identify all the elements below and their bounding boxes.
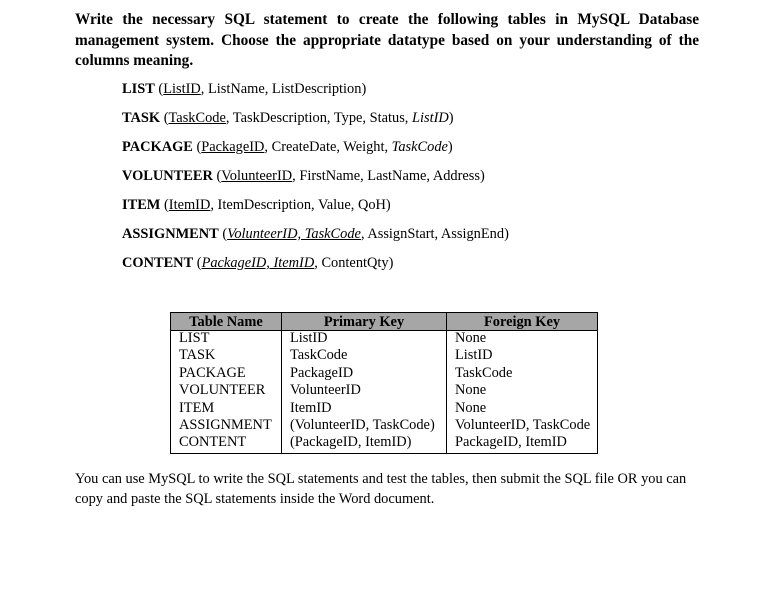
cell-foreign-key: None (447, 401, 598, 418)
keys-table (170, 312, 598, 454)
primary-foreign-key: VolunteerID, TaskCode (227, 226, 361, 242)
header-primary-key: Primary Key (282, 313, 447, 331)
table-name: TASK (122, 110, 161, 126)
cell-table-name: TASK (171, 348, 282, 365)
cell-primary-key: (VolunteerID, TaskCode) (282, 418, 447, 435)
primary-key: TaskCode (168, 110, 226, 126)
schema-volunteer-table: VOLUNTEER (VolunteerID, FirstName, LastName, Address) (122, 168, 485, 184)
cell-primary-key: ItemID (282, 401, 447, 418)
table-row (171, 383, 598, 400)
table-name: ASSIGNMENT (122, 226, 219, 242)
primary-key: PackageID (201, 139, 265, 155)
cell-foreign-key: None (447, 383, 598, 400)
primary-foreign-key: PackageID, ItemID (201, 255, 315, 271)
cell-foreign-key: TaskCode (447, 366, 598, 383)
cell-primary-key: (PackageID, ItemID) (282, 435, 447, 453)
header-foreign-key: Foreign Key (447, 313, 598, 331)
cell-primary-key: TaskCode (282, 348, 447, 365)
foreign-key: TaskCode (391, 139, 448, 155)
table-row (171, 418, 598, 435)
schema-content-table: CONTENT (PackageID, ItemID, ContentQty) (122, 255, 394, 271)
cell-foreign-key: ListID (447, 348, 598, 365)
cell-table-name: ITEM (171, 401, 282, 418)
table-name: VOLUNTEER (122, 168, 213, 184)
cell-foreign-key: VolunteerID, TaskCode (447, 418, 598, 435)
cell-table-name: PACKAGE (171, 366, 282, 383)
cell-table-name: VOLUNTEER (171, 383, 282, 400)
table-name: ITEM (122, 197, 161, 213)
header-table-name: Table Name (171, 313, 282, 331)
foreign-key: ListID (412, 110, 449, 126)
keys-table-header (171, 313, 598, 331)
cell-foreign-key: None (447, 331, 598, 349)
cell-table-name: CONTENT (171, 435, 282, 453)
schema-package-table: PACKAGE (PackageID, CreateDate, Weight, TaskCode) (122, 139, 453, 155)
table-row (171, 331, 598, 349)
schema-task-table: TASK (TaskCode, TaskDescription, Type, Status, ListID) (122, 110, 454, 126)
cell-primary-key: VolunteerID (282, 383, 447, 400)
table-name: PACKAGE (122, 139, 193, 155)
table-row (171, 435, 598, 453)
footer-paragraph: You can use MySQL to write the SQL statements and test the tables, then submit the SQL file OR you can copy and paste the SQL statements inside the Word document. (75, 471, 687, 507)
table-row (171, 401, 598, 418)
table-row (171, 348, 598, 365)
table-name: CONTENT (122, 255, 194, 271)
primary-key: ItemID (168, 197, 211, 213)
cell-primary-key: PackageID (282, 366, 447, 383)
cell-primary-key: ListID (282, 331, 447, 349)
primary-key: VolunteerID (221, 168, 293, 184)
table-name: LIST (122, 81, 155, 97)
schema-list-table: LIST (ListID, ListName, ListDescription) (122, 81, 367, 97)
primary-key: ListID (163, 81, 201, 97)
cell-foreign-key: PackageID, ItemID (447, 435, 598, 453)
cell-table-name: ASSIGNMENT (171, 418, 282, 435)
cell-table-name: LIST (171, 331, 282, 349)
schema-list (122, 80, 509, 283)
instructions-paragraph: Write the necessary SQL statement to create the following tables in MySQL Database management system. Choose the appropriate datatype based on your understanding of the columns meaning. (75, 11, 699, 69)
schema-assignment-table: ASSIGNMENT (VolunteerID, TaskCode, AssignStart, AssignEnd) (122, 226, 509, 242)
table-row (171, 366, 598, 383)
schema-item-table: ITEM (ItemID, ItemDescription, Value, QoH) (122, 197, 391, 213)
